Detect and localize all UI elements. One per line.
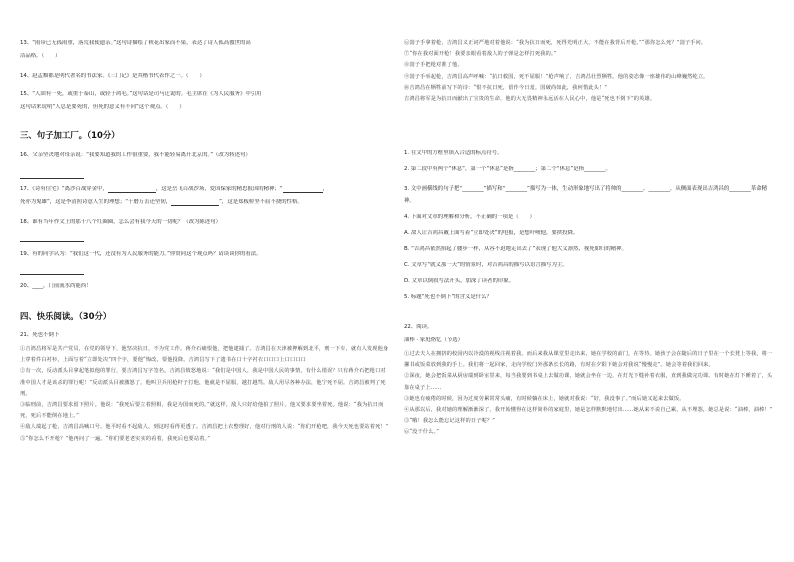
- option-a[interactable]: A. 敌人让吉鸿昌戴上面写着“立即处决”的电报，是想吓唬他，要挟投降。: [404, 230, 579, 236]
- question-17-line1: 17、《诗有住宅》“离沙百战穿金甲， ，这是岳飞百战沙场，爱国保家的精忠报国的精神；“ ，: [20, 186, 328, 192]
- paragraph: ②深夜，她会把饭菜从厨房端到卧室里来，每当我要到书桌上去做功课，她就会坐在一边，在灯光下缝补着衣服，直到我做完功课。有时她在灯下睡着了，头靠在桌子上……: [404, 373, 773, 391]
- answer-line-19[interactable]: [20, 274, 84, 275]
- question-21-3: 3. 文中画横线的句子把“________”描写和“________”描写为一体，生动形象地写出了将帅的________、________，从侧面表现出吉鸿昌的________革命精神。: [404, 186, 768, 204]
- blank[interactable]: [283, 186, 323, 193]
- question-21-4: 4. 下面对文章的理解和分析，不正确的一项是（ ）: [404, 214, 535, 220]
- paragraph: ④敌人端起了枪，吉鸿昌高喊口号。他平时看不起敌人，到这时看得更透了。吉鸿昌把上衣整理好，他对行刑的人说：“你们开枪吧，我今天死也要站着死！”: [20, 424, 389, 431]
- question-17-line2: 死亦为鬼雄”，这是李清照诗意人生的理想；“千磨万击还坚韧， ”，这是郑板桥坚不屈不挠的性格。: [20, 199, 303, 205]
- paragraph: ⑥“没干什么。”: [404, 429, 440, 436]
- paragraph: ②有一次，反动派头目拿起笔拟他的罪行，要吉鸿昌写字签名。吉鸿昌愤怒地说：“我们是中国人，我是中国人民的事情，有什么错误？只有蒋介石把枪口对准中国人才是该杀的罪行呢！”反动派头目被激怒了。他叫卫兵用枪杆子打他，他就是不屈服，越打越骂。敌人用尽各种办法，他宁死不屈。吉鸿昌被判了死刑。: [20, 368, 386, 397]
- paragraph: ①吉鸿昌将军是共产党员，在党的领导下，他坚决抗日，不为党工作。蒋介石痛恨他，把他逮捕了。吉鸿昌在天津被押解到北平，刑一下车，就有人发现他身上穿着件白衬衫，上面写着“立即处决”四个字，要他“悔改，要他投降。吉鸿昌写下了遗书在口十字衬衣口口口上口口口口: [20, 346, 389, 364]
- reading-passage-21: [20, 344, 390, 548]
- option-c[interactable]: C. 文章写“就义那一天”的情景时，对吉鸿昌的描写以语言描写为主。: [404, 262, 568, 268]
- left-column: [20, 0, 392, 562]
- paragraph: ⑨刽子手举起枪，吉鸿昌高声呼喊：“抗日救国，死不屈服！”枪声响了，吉鸿昌壮烈牺牲。他的姿态像一座雄伟的山峰巍然屹立。: [404, 73, 709, 80]
- blank[interactable]: [171, 199, 219, 206]
- blank[interactable]: [108, 186, 156, 193]
- question-21-2: 2. 第二段中有两个“休息”，第一个“休息”是指________；第二个“休息”是指________。: [404, 166, 611, 172]
- question-21-5: 5. 标题“死也不倒下”的含义是什么？: [404, 294, 492, 300]
- reading-passage-21-continued: [404, 38, 774, 134]
- question-21-1: 1. 在文中的方框里填入合适的标点符号。: [404, 150, 503, 156]
- question-20: 20、____，门前流水尚能西！: [20, 283, 92, 289]
- question-15-line1: 15、“人固有一死，或重于泰山，或轻于鸿毛。”这句话是司马迁说的。毛主席在《为人民服务》中引用: [20, 91, 262, 97]
- paragraph: 吉鸿昌将军是为抗日而献出了宝贵的生命，他的大无畏精神永远活在人民心中，他是“死也不倒下”的英雄。: [404, 96, 656, 103]
- question-19: 19、有的同学认为：“我们这一代，还没有为人民服务的能力。”你赞同这个观点吗？请谈谈你的看法。: [20, 251, 262, 257]
- question-13-line2: 洁品格。（ ）: [20, 53, 61, 59]
- paragraph: ①过去夫人在拥挤的校园内以冷漠的视线注视着我。而后来我从课堂里走出来，她在学校的前门，在等待。她孩子会在随后的日子里在一个长凳上等我，将一摞书或饭菜放到我的手上。我们将一起回家，走向学校门外那条长长的路，有时在夕阳下她会对我说“慢慢走”。她会等着我们回来。: [404, 351, 773, 369]
- paragraph: ④从那以后，我对她的理解渐渐深了，我开始懂得在这样简朴的家庭里，她是怎样默默地付出……她从来不说自己累，从不埋怨，她总是说：“油棒，油棒！”: [404, 407, 773, 414]
- paragraph: ⑤“哦！我怎么能忘记这样的日子呢？”: [404, 418, 496, 425]
- right-column: [404, 0, 776, 562]
- answer-line-18[interactable]: [20, 241, 84, 242]
- paragraph: ⑥刽子手拿着枪，吉鸿昌义正词严地对着他说：“我为抗日而死，死得光明正大，不能在我背后开枪。”“那你怎么死？”刽子手问。: [404, 40, 707, 46]
- option-d[interactable]: D. 文章以倒叙写法开头，加深了读者的印象。: [404, 278, 515, 284]
- paragraph: ③她也有疲倦的时候，因为过度劳累常常头痛，有时候躺在床上，她就对我说：“好，我没事了。”而后她又起来去做饭。: [404, 395, 685, 402]
- question-15-line2: 这句话来说明“人总是要死的，但死的意义有不同”这个观点。（ ）: [20, 104, 185, 110]
- question-18: 18、谁有当年作文上的那十八个红圈圈，怎么会有我今天的一切呢？（改为陈述句）: [20, 219, 221, 225]
- answer-line-16[interactable]: [20, 178, 84, 179]
- paragraph: ⑦“你在我对面开枪！我要亲眼看着敌人的子弹是怎样打死我的。”: [404, 51, 557, 58]
- question-16: 16、父亲坚决地对母亲说：“我要知道我的工作很重要，我不能轻易离开北京的。”（改为转述句）: [20, 152, 251, 158]
- question-13-line1: 13、“雨带已无孤雨重，落荒我使遗亲。”这句诗描绘了秋花出家而不染，表达了诗人孤高傲世的高: [20, 40, 251, 46]
- question-21-title: 21、死也不倒下: [20, 332, 60, 338]
- passage-22-title: 油棒 · 家庭烙忆（节选）: [404, 337, 464, 343]
- paragraph: ⑩吉鸿昌在牺牲前写下的诗：“恨不抗日死，留作今日羞。国破尚如此，我何惜此头！”: [404, 84, 608, 91]
- question-22-title: 22、阅读。: [404, 324, 433, 330]
- section-3-title: 三、句子加工厂。（10分）: [20, 130, 120, 140]
- reading-passage-22: [404, 349, 774, 549]
- paragraph: ⑧刽子手把枪对准了他。: [404, 62, 463, 69]
- section-4-title: 四、快乐阅读。（30分）: [20, 311, 112, 321]
- question-14: 14、赵孟頫都是明代著名的书法家。《三门记》是其楷书代表作之一。（ ）: [20, 73, 205, 79]
- option-b[interactable]: B. “吉鸿昌依然抬起了腰步一样，从容不迫地走出去了”表现了他大义凛然、视死如归的精神。: [404, 246, 627, 252]
- paragraph: ③临刑前，吉鸿昌要求留下照片。他说：“我死后要立着照相，我是为国而死的。”就这样，敌人只好给他拍了照片。他又要求要坐着死。他说：“我为抗日而死，死后不能倒在地上。”: [20, 402, 384, 420]
- paragraph: ⑤“你怎么不开枪？”他再问了一遍。“你们要老老实实的看着，我死后也要站着。”: [20, 435, 211, 442]
